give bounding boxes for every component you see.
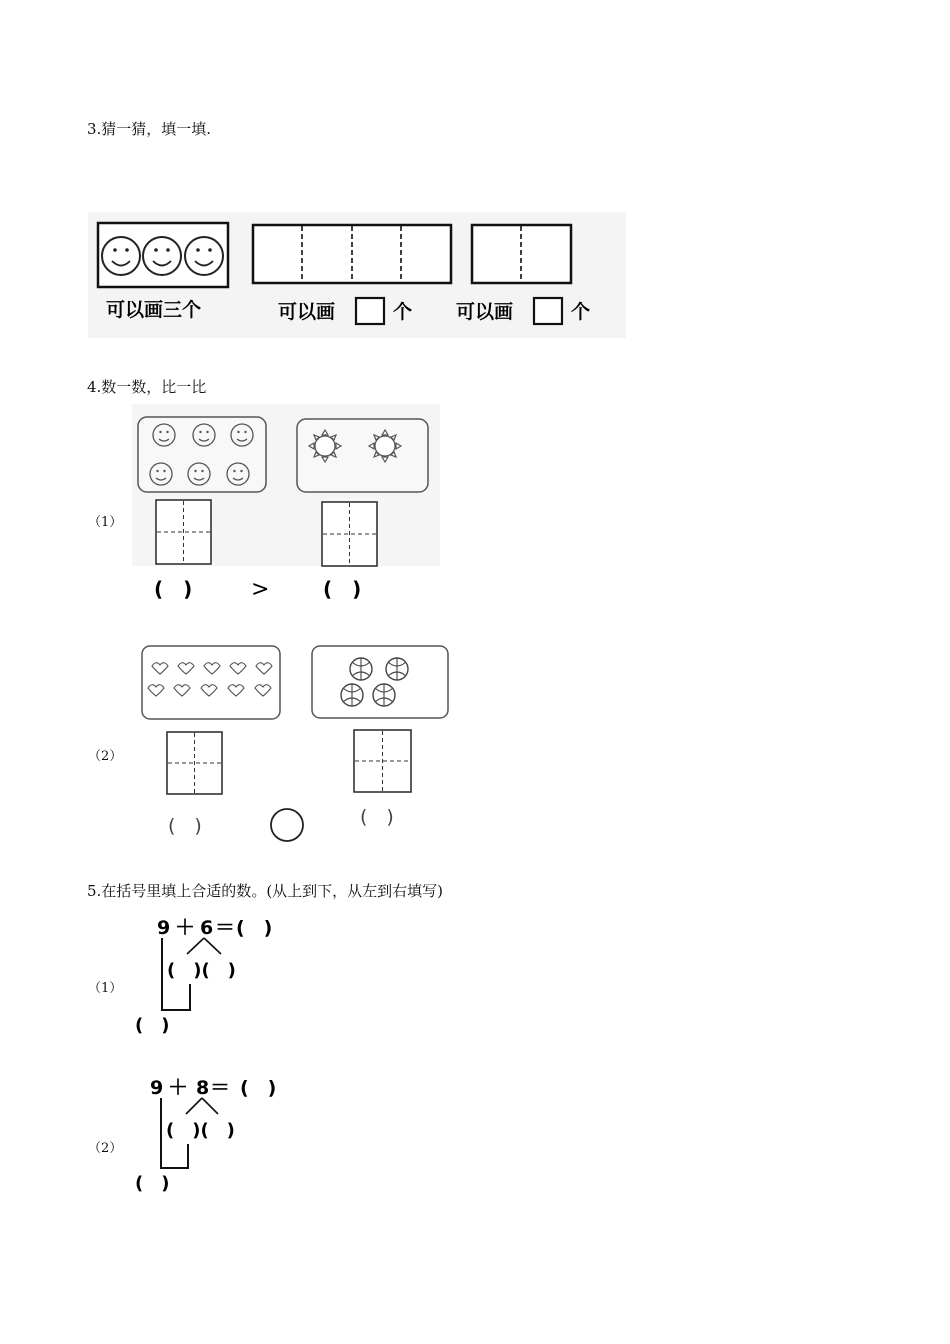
q5-sub1-label: （1） [88, 981, 123, 996]
q5-part2-figure [130, 1072, 300, 1197]
eq-equals: ＝ [215, 915, 235, 939]
q5-title: 5.在括号里填上合适的数。(从上到下，从左到右填写) [87, 882, 444, 900]
caption-draw-2: 可以画 [456, 301, 514, 323]
eq-number-b: 8 [196, 1077, 210, 1099]
answer-paren-right[interactable]: ( ) [323, 577, 362, 601]
greater-than-sign: > [251, 577, 270, 602]
q5-sub2-label: （2） [88, 1141, 123, 1156]
q4-part2-figure [138, 640, 454, 845]
caption-draw-1: 可以画 [278, 301, 336, 323]
q4-sub1-label: （1） [88, 515, 123, 530]
answer-box-2[interactable] [534, 298, 562, 324]
ball-group-box [312, 646, 448, 718]
bottom-paren[interactable]: ( ) [135, 1015, 170, 1036]
eq-number-a: 9 [157, 917, 171, 939]
q4-part1-figure [132, 404, 442, 604]
split-parens[interactable]: ( )( ) [167, 960, 236, 981]
split-parens[interactable]: ( )( ) [166, 1120, 235, 1141]
q3-figure [88, 212, 628, 340]
eq-plus: ＋ [168, 1075, 188, 1099]
q4-sub2-label: （2） [88, 749, 123, 764]
caption-unit-1: 个 [393, 301, 413, 323]
eq-plus: ＋ [175, 915, 195, 939]
heart-group-box [142, 646, 280, 719]
q4-title: 4.数一数，比一比 [87, 378, 207, 396]
smiley-box [98, 223, 228, 287]
answer-box-1[interactable] [356, 298, 384, 324]
sun-icon [309, 430, 341, 462]
eq-number-a: 9 [150, 1077, 164, 1099]
answer-paren-right[interactable]: ( ) [360, 806, 394, 828]
answer-paren-left[interactable]: ( ) [168, 815, 202, 837]
caption-unit-2: 个 [571, 301, 591, 323]
compare-circle[interactable] [271, 809, 303, 841]
eq-number-b: 6 [200, 917, 214, 939]
eq-result-paren[interactable]: ( ) [236, 917, 273, 939]
answer-paren-left[interactable]: ( ) [154, 577, 193, 601]
q3-title: 3.猜一猜，填一填. [87, 120, 212, 138]
eq-equals: ＝ [210, 1075, 230, 1099]
eq-result-paren[interactable]: ( ) [240, 1077, 277, 1099]
q5-part1-figure [130, 912, 300, 1037]
sun-icon [369, 430, 401, 462]
bottom-paren[interactable]: ( ) [135, 1173, 170, 1194]
caption-draw-three: 可以画三个 [106, 299, 202, 321]
